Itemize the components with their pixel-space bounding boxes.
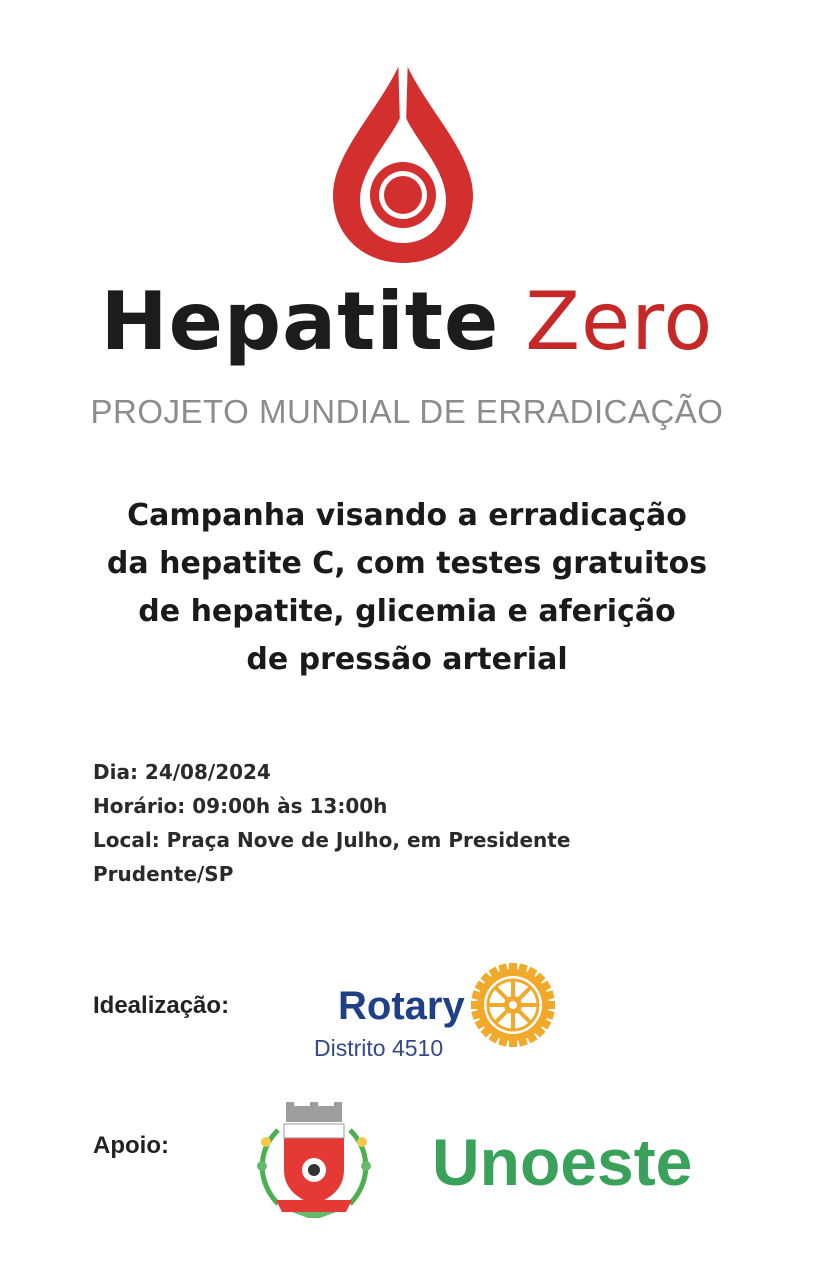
title-word-hepatite: Hepatite xyxy=(100,275,500,368)
rotary-logo-text: Rotary xyxy=(338,984,465,1028)
rotary-district: Distrito 4510 xyxy=(314,1035,444,1061)
event-location-continued: Prudente/SP xyxy=(93,862,234,886)
description-line: de hepatite, glicemia e aferição xyxy=(138,594,676,629)
event-location: Local: Praça Nove de Julho, em Presidente xyxy=(93,828,571,852)
description-line: de pressão arterial xyxy=(246,642,568,677)
description-line: Campanha visando a erradicação xyxy=(127,498,687,533)
campaign-title xyxy=(0,272,814,372)
description-line: da hepatite C, com testes gratuitos xyxy=(106,546,708,581)
campaign-subtitle: PROJETO MUNDIAL DE ERRADICAÇÃO xyxy=(90,393,724,430)
municipal-crest-icon xyxy=(248,1100,380,1220)
title-word-zero: Zero xyxy=(525,275,714,368)
campaign-description xyxy=(40,492,774,684)
idealization-label: Idealização: xyxy=(93,992,230,1019)
event-date: Dia: 24/08/2024 xyxy=(93,760,271,784)
event-time: Horário: 09:00h às 13:00h xyxy=(93,794,388,818)
rotary-wheel-icon xyxy=(471,963,555,1047)
support-label: Apoio: xyxy=(93,1132,169,1159)
blood-drop-icon xyxy=(318,55,488,265)
unoeste-logo-text: Unoeste xyxy=(432,1125,693,1199)
